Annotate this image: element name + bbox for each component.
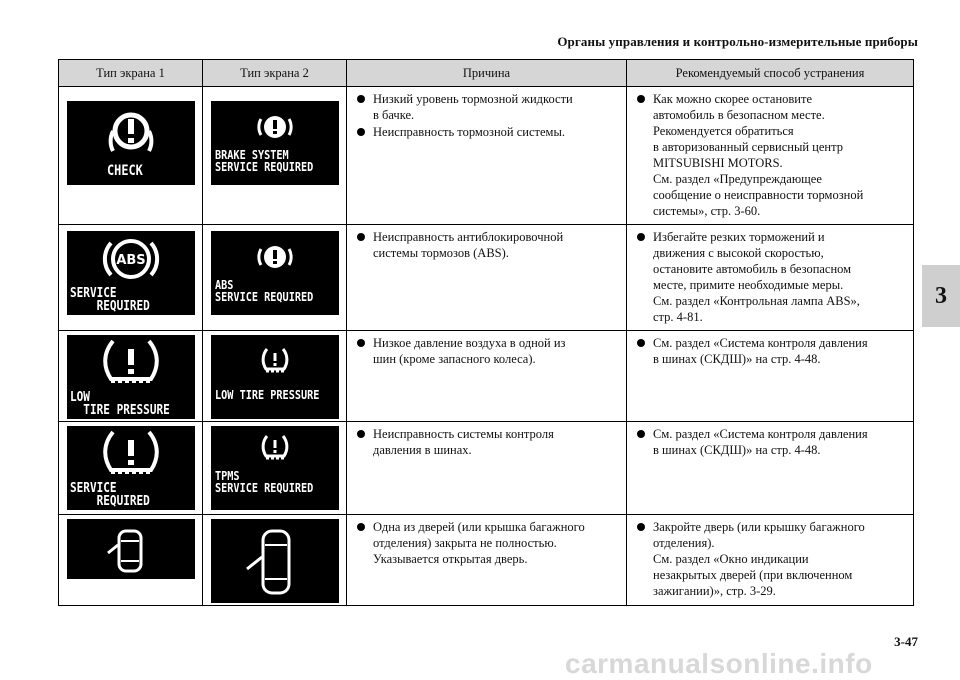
- cause-cell: [347, 225, 627, 331]
- cause-cell: [347, 422, 627, 515]
- action-cell: [627, 331, 914, 422]
- screen-text: TPMS SERVICE REQUIRED: [215, 469, 314, 495]
- screen-type-2-cell: [203, 87, 347, 225]
- column-header: Тип экрана 1: [59, 60, 203, 87]
- screen-type-1-cell: [59, 331, 203, 422]
- display-screen: [211, 101, 339, 185]
- cause-item: Неисправность антиблокировочной системы тормозов (ABS).: [353, 229, 620, 261]
- action-item: См. раздел «Система контроля давления в шинах (СКДШ)» на стр. 4-48.: [633, 335, 907, 367]
- action-item: Закройте дверь (или крышку багажного отделения). См. раздел «Окно индикации незакрытых дверей (при включенном зажигании)», стр. 3-29.: [633, 519, 907, 599]
- display-screen: [211, 231, 339, 315]
- screen-type-2-cell: [203, 422, 347, 515]
- screen-text: BRAKE SYSTEM SERVICE REQUIRED: [215, 148, 314, 174]
- column-header: Тип экрана 2: [203, 60, 347, 87]
- table-row: [59, 515, 914, 606]
- cause-cell: [347, 331, 627, 422]
- table-row: [59, 422, 914, 515]
- table-row: [59, 87, 914, 225]
- display-screen: [211, 335, 339, 419]
- table-header-row: [59, 60, 914, 87]
- display-screen: [67, 335, 195, 419]
- screen-text: LOW TIRE PRESSURE: [70, 390, 170, 418]
- action-cell: [627, 422, 914, 515]
- action-item: Избегайте резких торможений и движения с высокой скоростью, остановите автомобиль в безопасном месте, примите необходимые меры. См. раздел «Контрольная лампа ABS», стр. 4-81.: [633, 229, 907, 325]
- warning-table: [58, 59, 914, 606]
- cause-item: Неисправность тормозной системы.: [353, 124, 620, 140]
- action-cell: [627, 515, 914, 606]
- action-item: Как можно скорее остановите автомобиль в безопасном месте. Рекомендуется обратиться в авторизованный сервисный центр MITSUBISHI MOTORS. См. раздел «Предупреждающее сообщение о неисправности тормозной системы», стр. 3-60.: [633, 91, 907, 219]
- watermark: carmanualsonline.info: [565, 648, 873, 679]
- screen-text: CHECK: [107, 163, 143, 179]
- display-screen: [67, 426, 195, 510]
- display-screen: [211, 426, 339, 510]
- screen-text: SERVICE REQUIRED: [70, 481, 150, 509]
- cause-cell: [347, 515, 627, 606]
- screen-type-2-cell: [203, 225, 347, 331]
- display-screen: [67, 231, 195, 315]
- page-number: 3-47: [894, 634, 918, 649]
- screen-type-2-cell: [203, 331, 347, 422]
- cause-item: Низкое давление воздуха в одной из шин (кроме запасного колеса).: [353, 335, 620, 367]
- column-header: Причина: [347, 60, 627, 87]
- display-screen: [67, 519, 195, 579]
- screen-type-1-cell: [59, 225, 203, 331]
- cause-cell: [347, 87, 627, 225]
- display-screen: [67, 101, 195, 185]
- car-open-door-icon: [67, 519, 195, 579]
- screen-type-2-cell: [203, 515, 347, 606]
- screen-type-1-cell: [59, 87, 203, 225]
- cause-item: Одна из дверей (или крышка багажного отделения) закрыта не полностью. Указывается открытая дверь.: [353, 519, 620, 567]
- display-screen: [211, 519, 339, 603]
- screen-type-1-cell: [59, 515, 203, 606]
- car-open-door-icon: [211, 519, 339, 603]
- screen-text: LOW TIRE PRESSURE: [215, 388, 320, 402]
- tire-pressure-icon: [211, 335, 339, 419]
- cause-item: Низкий уровень тормозной жидкости в бачке.: [353, 91, 620, 123]
- action-item: См. раздел «Система контроля давления в шинах (СКДШ)» на стр. 4-48.: [633, 426, 907, 458]
- tire-pressure-icon: [211, 426, 339, 510]
- table-row: [59, 225, 914, 331]
- table-row: [59, 331, 914, 422]
- chapter-tab: 3: [922, 265, 960, 327]
- page-header: Органы управления и контрольно-измерительные приборы: [557, 34, 918, 49]
- screen-type-1-cell: [59, 422, 203, 515]
- screen-text: ABS SERVICE REQUIRED: [215, 278, 314, 304]
- action-cell: [627, 87, 914, 225]
- column-header: Рекомендуемый способ устранения: [627, 60, 914, 87]
- svg-text:ABS: ABS: [116, 253, 146, 268]
- action-cell: [627, 225, 914, 331]
- screen-text: SERVICE REQUIRED: [70, 286, 150, 314]
- cause-item: Неисправность системы контроля давления в шинах.: [353, 426, 620, 458]
